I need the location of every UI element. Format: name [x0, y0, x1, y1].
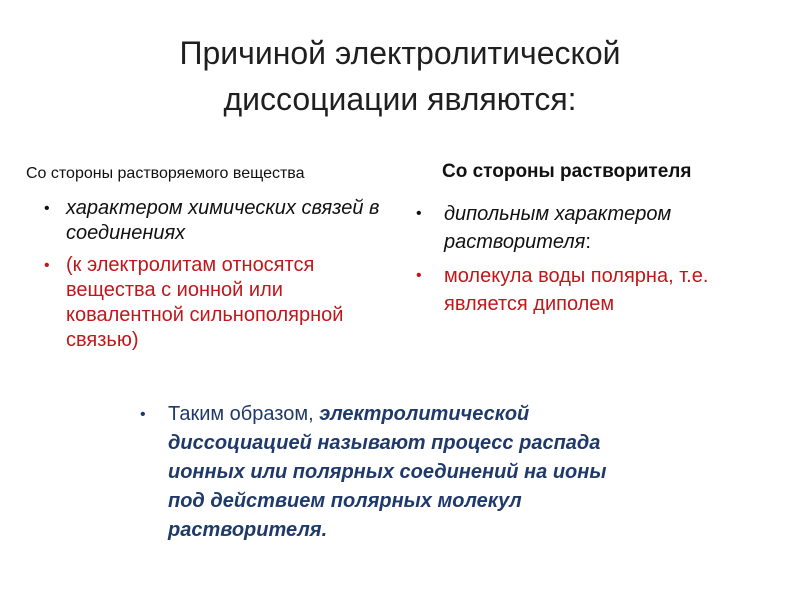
- title-line-1: Причиной электролитической: [179, 35, 621, 71]
- summary-list: [132, 400, 612, 545]
- bullet-text: (к электролитам относятся вещества с ионной или ковалентной сильнополярной связью): [66, 254, 344, 351]
- bullet-icon: •: [416, 205, 422, 222]
- list-item: [30, 196, 390, 246]
- summary-item: [132, 400, 612, 545]
- bullet-text: характером химических связей в соединениях: [66, 197, 380, 244]
- summary-lead: Таким образом,: [168, 403, 320, 425]
- slide-title: [60, 30, 740, 122]
- bullet-icon: •: [416, 267, 422, 284]
- bullet-icon: •: [44, 257, 50, 274]
- right-column-heading: Со стороны растворителя: [442, 161, 692, 182]
- left-column-heading: Со стороны растворяемого вещества: [26, 165, 305, 182]
- title-line-2: диссоциации являются:: [223, 81, 577, 117]
- bullet-suffix: :: [585, 231, 591, 253]
- bullet-text: молекула воды полярна, т.е. является диполем: [444, 265, 709, 315]
- list-item: [410, 262, 750, 318]
- list-item: [410, 200, 750, 256]
- bullet-text: дипольным характером растворителя: [444, 203, 672, 253]
- list-item: [30, 253, 390, 353]
- bullet-icon: •: [140, 406, 146, 423]
- summary-definition: электролитической диссоциацией называют процесс распада ионных или полярных соединений на ионы под действием полярных молекул растворителя.: [168, 403, 607, 541]
- right-bullet-list: [410, 200, 750, 324]
- bullet-icon: •: [44, 200, 50, 217]
- left-bullet-list: [30, 196, 390, 360]
